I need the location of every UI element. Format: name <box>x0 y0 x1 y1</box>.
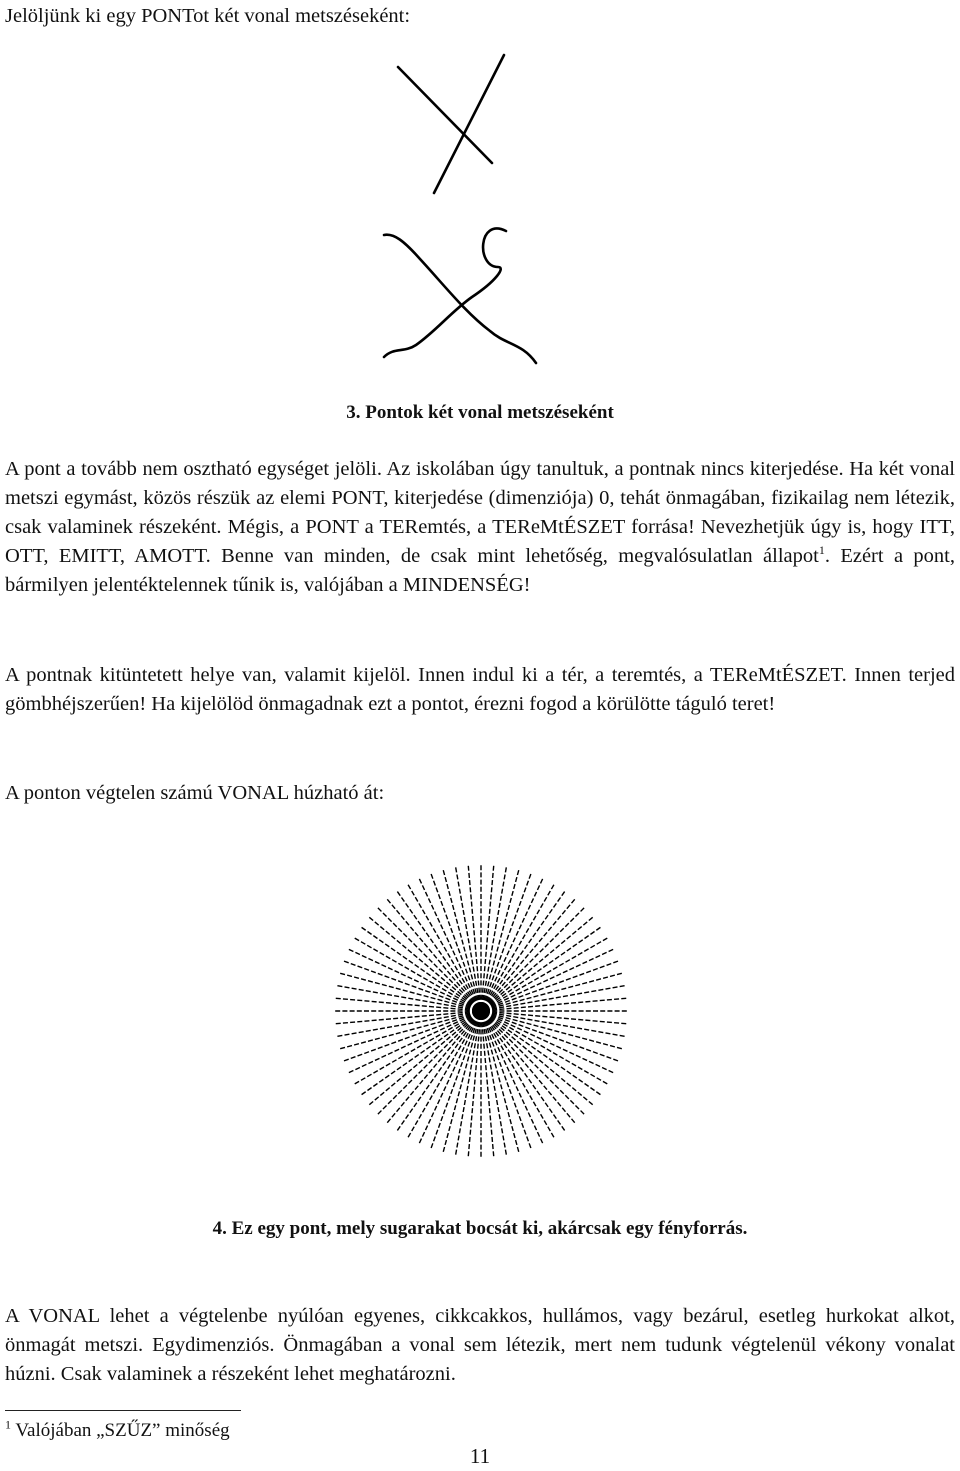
radiating-point-figure <box>330 826 630 1196</box>
ray-line <box>342 1012 477 1061</box>
curved-line-a <box>384 235 536 363</box>
ray-line <box>483 877 544 1008</box>
ray-line <box>485 948 616 1009</box>
ray-line <box>430 872 479 1007</box>
crossing-lines-figure <box>380 45 540 375</box>
footnote-text: Valójában „SZŰZ” minőség <box>11 1420 230 1441</box>
figure-4-caption: 4. Ez egy pont, mely sugarakat bocsát ki, akárcsak egy fényforrás. <box>212 1218 748 1239</box>
paragraph-3: A ponton végtelen számú VONAL húzható át: <box>5 782 385 804</box>
ray-line <box>376 1014 478 1116</box>
paragraph-4: A VONAL lehet a végtelenbe nyúlóan egyenes, cikkcakkos, hullámos, vagy bezárul, esetleg hurkokat alkot, önmagát metszi. Egydimenziós. Önmagában a vonal sem létezik, mert nem tudunk végtelenül vékony vonalat húzni. Csak valaminek a részeként lehet meghatározni. <box>5 1305 955 1385</box>
ray-line <box>483 1015 544 1146</box>
ray-line <box>482 872 531 1007</box>
ray-line <box>484 1014 586 1116</box>
ray-line <box>482 1015 531 1150</box>
ray-line <box>347 1013 478 1074</box>
figure-3-caption: 3. Pontok két vonal metszéseként <box>346 402 614 423</box>
ray-line <box>485 1012 620 1061</box>
footnote <box>5 1418 230 1444</box>
footnote-reference: 1 <box>818 543 825 558</box>
center-point <box>472 1002 490 1020</box>
ray-line <box>484 906 586 1008</box>
paragraph-1-text-b: . Ezért a pont, bármilyen jelentéktelennek tűnik is, valójában a MINDENSÉG! <box>5 545 955 596</box>
paragraph-1 <box>5 455 955 600</box>
page-number: 11 <box>469 1444 491 1468</box>
paragraph-2: A pontnak kitüntetett helye van, valamit kijelöl. Innen indul ki a tér, a teremtés, a TEReMtÉSZET. Innen terjed gömbhéjszerűen! Ha kijelölöd önmagadnak ezt a pontot, érezni fogod a körülötte táguló teret! <box>5 664 955 715</box>
ray-line <box>418 1015 479 1146</box>
ray-line <box>342 960 477 1009</box>
ray-line <box>485 960 620 1009</box>
ray-line <box>430 1015 479 1150</box>
straight-line-b <box>434 55 504 193</box>
footnote-number: 1 <box>5 1417 11 1432</box>
footnote-divider <box>5 1410 241 1411</box>
ray-line <box>347 948 478 1009</box>
curved-line-b <box>384 229 506 357</box>
ray-line <box>376 906 478 1008</box>
ray-line <box>485 1013 616 1074</box>
ray-line <box>418 877 479 1008</box>
intro-text: Jelöljünk ki egy PONTot két vonal metszéseként: <box>5 5 411 27</box>
straight-line-a <box>398 67 492 163</box>
paragraph-1-text-a: A pont a tovább nem osztható egységet jelöli. Az iskolában úgy tanultuk, a pontnak nincs kiterjedése. Ha két vonal metszi egymást, közös részük az elemi PONT, kiterjedése (dimenziója) 0, tehát önmagában, fizikailag nem létezik, csak valaminek részeként. Mégis, a PONT a TERemtés, a TEReMtÉSZET forrása! Nevezhetjük úgy is, hogy ITT, OTT, EMITT, AMOTT. Benne van minden, de csak mint lehetőség, megvalósulatlan állapot <box>5 458 955 567</box>
